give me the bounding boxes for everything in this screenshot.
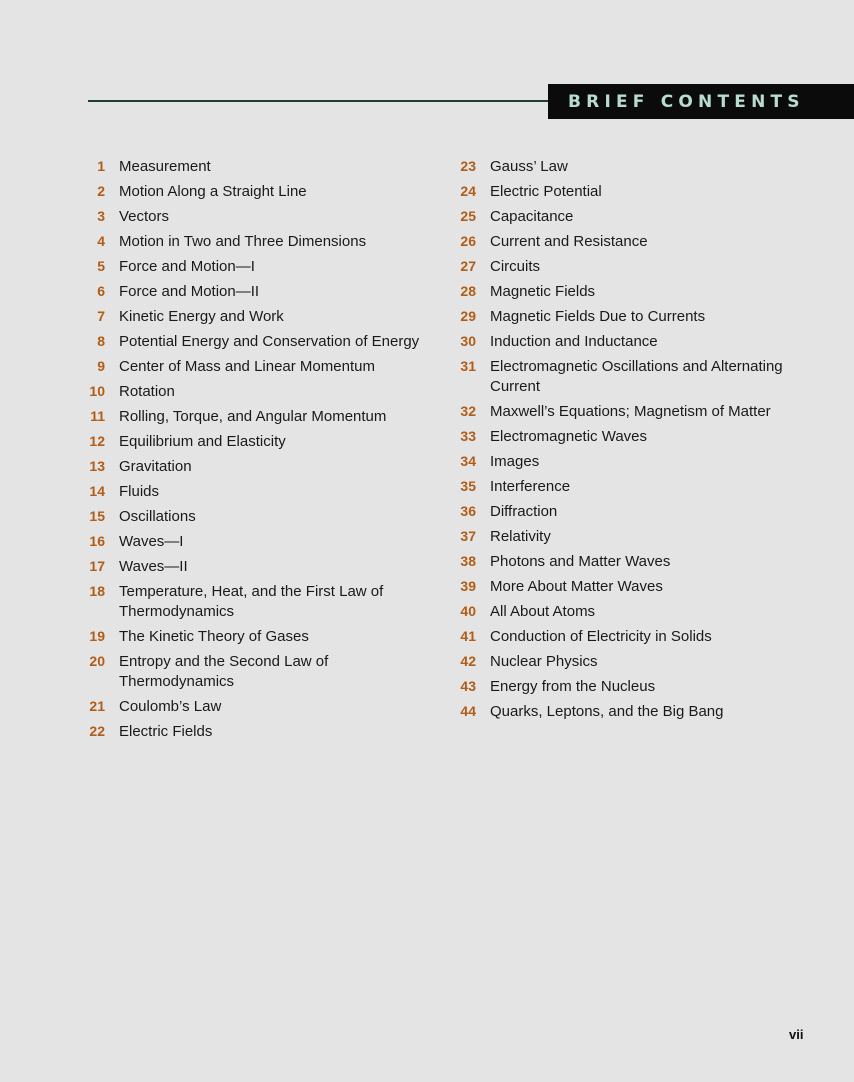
chapter-number: 32: [460, 403, 476, 419]
chapter-title: Maxwell’s Equations; Magnetism of Matter: [490, 403, 771, 420]
chapter-number: 34: [460, 453, 476, 469]
chapter-title: Measurement: [119, 158, 211, 175]
chapter-title: Entropy and the Second Law of Thermodynamics: [119, 653, 329, 690]
chapter-number: 18: [89, 583, 105, 599]
chapter-title: Rolling, Torque, and Angular Momentum: [119, 408, 387, 425]
chapter-number: 7: [97, 308, 105, 324]
chapter-number: 16: [89, 533, 105, 549]
toc-column-left: [84, 157, 434, 747]
chapter-number: 21: [89, 698, 105, 714]
chapter-number: 28: [460, 283, 476, 299]
toc-entry: [84, 507, 434, 527]
toc-entry: [84, 432, 434, 452]
chapter-title: All About Atoms: [490, 603, 596, 620]
chapter-title: The Kinetic Theory of Gases: [119, 628, 309, 645]
toc-entry: [455, 307, 825, 327]
chapter-number: 31: [460, 358, 476, 374]
chapter-number: 25: [460, 208, 476, 224]
chapter-number: 20: [89, 653, 105, 669]
chapter-number: 41: [460, 628, 476, 644]
chapter-title: Relativity: [490, 528, 551, 545]
chapter-title: Fluids: [119, 483, 160, 500]
chapter-number: 36: [460, 503, 476, 519]
chapter-title: Electric Potential: [490, 183, 602, 200]
toc-entry: [84, 697, 434, 717]
chapter-title: Gauss’ Law: [490, 158, 568, 175]
toc-entry: [84, 627, 434, 647]
toc-entry: [455, 282, 825, 302]
chapter-number: 13: [89, 458, 105, 474]
chapter-number: 1: [97, 158, 105, 174]
toc-entry: [84, 407, 434, 427]
toc-entry: [84, 207, 434, 227]
toc-entry: [84, 382, 434, 402]
toc-entry: [455, 677, 825, 697]
chapter-title: Magnetic Fields: [490, 283, 596, 300]
chapter-number: 30: [460, 333, 476, 349]
toc-entry: [455, 157, 825, 177]
chapter-number: 12: [89, 433, 105, 449]
chapter-title: Conduction of Electricity in Solids: [490, 628, 712, 645]
chapter-title: Induction and Inductance: [490, 333, 658, 350]
toc-entry: [84, 307, 434, 327]
toc-entry: [455, 452, 825, 472]
chapter-number: 23: [460, 158, 476, 174]
toc-entry: [84, 652, 434, 692]
chapter-title: Photons and Matter Waves: [490, 553, 671, 570]
toc-entry: [455, 602, 825, 622]
chapter-title: Electromagnetic Oscillations and Alternating Current: [490, 358, 783, 395]
chapter-number: 33: [460, 428, 476, 444]
chapter-number: 40: [460, 603, 476, 619]
toc-entry: [84, 582, 434, 622]
toc-entry: [455, 702, 825, 722]
chapter-title: Interference: [490, 478, 571, 495]
chapter-number: 26: [460, 233, 476, 249]
chapter-number: 8: [97, 333, 105, 349]
toc-entry: [455, 577, 825, 597]
chapter-title: Temperature, Heat, and the First Law of Thermodynamics: [119, 583, 384, 620]
toc-entry: [455, 502, 825, 522]
toc-entry: [84, 722, 434, 742]
toc-entry: [84, 532, 434, 552]
chapter-title: Center of Mass and Linear Momentum: [119, 358, 375, 375]
header-banner: [548, 84, 854, 119]
chapter-title: Quarks, Leptons, and the Big Bang: [490, 703, 724, 720]
toc-entry: [455, 207, 825, 227]
chapter-title: Waves—II: [119, 558, 188, 575]
chapter-number: 44: [460, 703, 476, 719]
toc-entry: [455, 527, 825, 547]
chapter-number: 29: [460, 308, 476, 324]
toc-entry: [84, 357, 434, 377]
toc-entry: [84, 182, 434, 202]
chapter-title: Magnetic Fields Due to Currents: [490, 308, 706, 325]
header-rule: [88, 100, 558, 102]
chapter-number: 43: [460, 678, 476, 694]
toc-column-right: [455, 157, 825, 727]
chapter-title: Energy from the Nucleus: [490, 678, 656, 695]
chapter-title: Potential Energy and Conservation of Energy: [119, 333, 420, 350]
chapter-title: Nuclear Physics: [490, 653, 598, 670]
chapter-number: 35: [460, 478, 476, 494]
chapter-number: 6: [97, 283, 105, 299]
chapter-number: 4: [97, 233, 105, 249]
chapter-number: 39: [460, 578, 476, 594]
toc-entry: [455, 477, 825, 497]
chapter-title: Circuits: [490, 258, 541, 275]
chapter-number: 17: [89, 558, 105, 574]
chapter-title: Coulomb’s Law: [119, 698, 222, 715]
chapter-title: Motion in Two and Three Dimensions: [119, 233, 367, 250]
toc-entry: [455, 257, 825, 277]
chapter-title: Waves—I: [119, 533, 184, 550]
toc-entry: [84, 257, 434, 277]
chapter-number: 42: [460, 653, 476, 669]
chapter-title: Force and Motion—I: [119, 258, 255, 275]
chapter-title: Kinetic Energy and Work: [119, 308, 284, 325]
chapter-title: Diffraction: [490, 503, 558, 520]
chapter-title: Rotation: [119, 383, 175, 400]
chapter-number: 3: [97, 208, 105, 224]
chapter-number: 10: [89, 383, 105, 399]
chapter-title: Gravitation: [119, 458, 192, 475]
chapter-number: 9: [97, 358, 105, 374]
chapter-number: 37: [460, 528, 476, 544]
chapter-number: 19: [89, 628, 105, 644]
chapter-title: Capacitance: [490, 208, 574, 225]
chapter-number: 14: [89, 483, 105, 499]
chapter-title: Electric Fields: [119, 723, 213, 740]
chapter-title: Oscillations: [119, 508, 196, 525]
page-title: BRIEF CONTENTS: [568, 91, 805, 112]
chapter-number: 11: [90, 408, 105, 424]
toc-entry: [455, 552, 825, 572]
chapter-title: Force and Motion—II: [119, 283, 260, 300]
chapter-number: 38: [460, 553, 476, 569]
chapter-title: Current and Resistance: [490, 233, 648, 250]
chapter-number: 27: [460, 258, 476, 274]
toc-entry: [84, 157, 434, 177]
chapter-title: Vectors: [119, 208, 170, 225]
toc-entry: [84, 282, 434, 302]
toc-entry: [84, 332, 434, 352]
chapter-number: 15: [89, 508, 105, 524]
page-number: vii: [789, 1027, 804, 1042]
toc-entry: [455, 427, 825, 447]
toc-entry: [455, 232, 825, 252]
chapter-title: Equilibrium and Elasticity: [119, 433, 286, 450]
toc-entry: [455, 357, 825, 397]
chapter-title: Motion Along a Straight Line: [119, 183, 307, 200]
chapter-title: More About Matter Waves: [490, 578, 663, 595]
chapter-title: Images: [490, 453, 540, 470]
toc-entry: [455, 402, 825, 422]
toc-entry: [455, 332, 825, 352]
chapter-number: 5: [97, 258, 105, 274]
chapter-number: 22: [89, 723, 105, 739]
toc-entry: [455, 627, 825, 647]
chapter-number: 2: [97, 183, 105, 199]
chapter-title: Electromagnetic Waves: [490, 428, 648, 445]
toc-entry: [455, 182, 825, 202]
toc-entry: [84, 557, 434, 577]
toc-entry: [84, 482, 434, 502]
toc-entry: [84, 457, 434, 477]
toc-entry: [84, 232, 434, 252]
chapter-number: 24: [460, 183, 476, 199]
toc-entry: [455, 652, 825, 672]
